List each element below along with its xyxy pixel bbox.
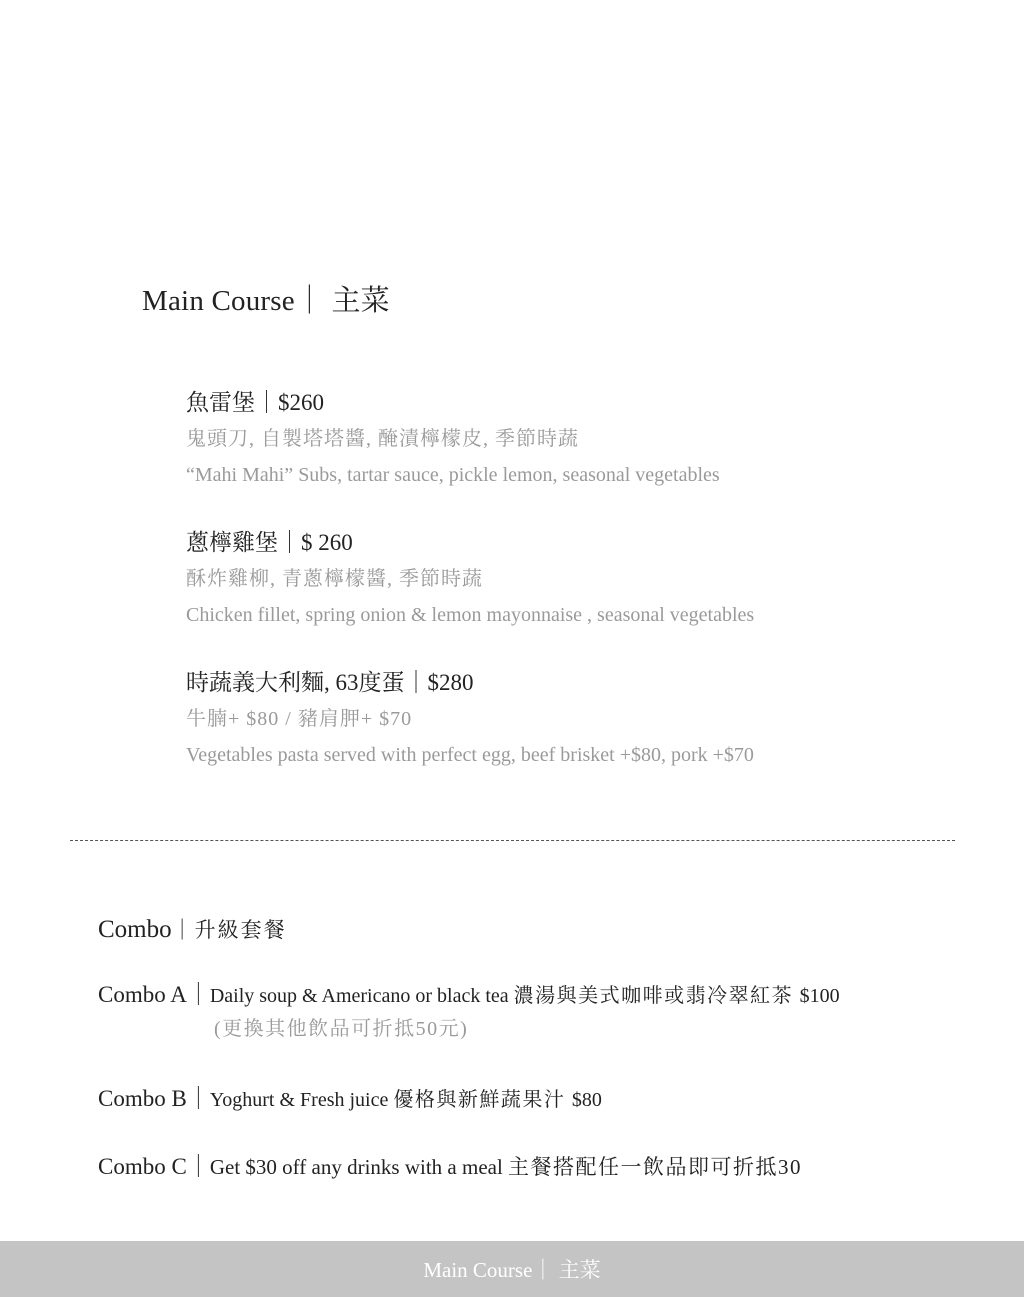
combo-title-zh: ｜升級套餐	[171, 918, 287, 942]
combo-c-label: Combo C｜	[98, 1154, 210, 1179]
combo-a-text-zh: 濃湯與美式咖啡或翡冷翠紅茶	[513, 985, 800, 1007]
menu-item-name: 蔥檸雞堡｜$ 260	[186, 530, 353, 555]
combo-b-price: $80	[571, 1089, 602, 1111]
menu-item-description-en: Chicken fillet, spring onion & lemon mayonnaise , seasonal vegetables	[186, 604, 755, 626]
footer-title: Main Course｜ 主菜	[423, 1258, 601, 1282]
combo-c-line	[98, 1148, 802, 1181]
combo-c-text-zh: 主餐搭配任一飲品即可折抵30	[508, 1155, 803, 1179]
combo-b-line	[98, 1080, 602, 1113]
combo-a-line	[98, 976, 840, 1009]
combo-title-en: Combo	[98, 916, 172, 943]
menu-item-description-zh: 酥炸雞柳, 青蔥檸檬醬, 季節時蔬	[186, 568, 483, 590]
menu-item-description-en: “Mahi Mahi” Subs, tartar sauce, pickle lemon, seasonal vegetables	[186, 464, 720, 486]
combo-b-text-zh: 優格與新鮮蔬果汁	[393, 1089, 572, 1111]
footer-bar	[0, 1241, 1024, 1297]
menu-item-description-zh: 牛腩+ $80 / 豬肩胛+ $70	[186, 708, 413, 730]
menu-item-name: 時蔬義大利麵, 63度蛋｜$280	[186, 670, 474, 695]
menu-item	[186, 528, 754, 630]
menu-item	[186, 668, 754, 770]
combo-a-note: (更換其他飲品可折抵50元)	[214, 1018, 469, 1040]
menu-item-description-en: Vegetables pasta served with perfect egg, beef brisket +$80, pork +$70	[186, 744, 754, 766]
section-divider	[70, 840, 955, 841]
combo-a-label: Combo A｜	[98, 982, 210, 1007]
combo-b-label: Combo B｜	[98, 1086, 210, 1111]
combo-b-text: Yoghurt & Fresh juice	[209, 1089, 394, 1111]
combo-c-text: Get $30 off any drinks with a meal	[209, 1155, 509, 1179]
menu-item-name: 魚雷堡｜$260	[186, 390, 324, 415]
combo-a-text: Daily soup & Americano or black tea	[209, 985, 514, 1007]
menu-item-description-zh: 鬼頭刀, 自製塔塔醬, 醃漬檸檬皮, 季節時蔬	[186, 428, 579, 450]
combo-section-title	[98, 914, 287, 944]
menu-item	[186, 388, 720, 490]
combo-a-price: $100	[799, 985, 840, 1007]
page-title: Main Course｜ 主菜	[142, 285, 390, 317]
